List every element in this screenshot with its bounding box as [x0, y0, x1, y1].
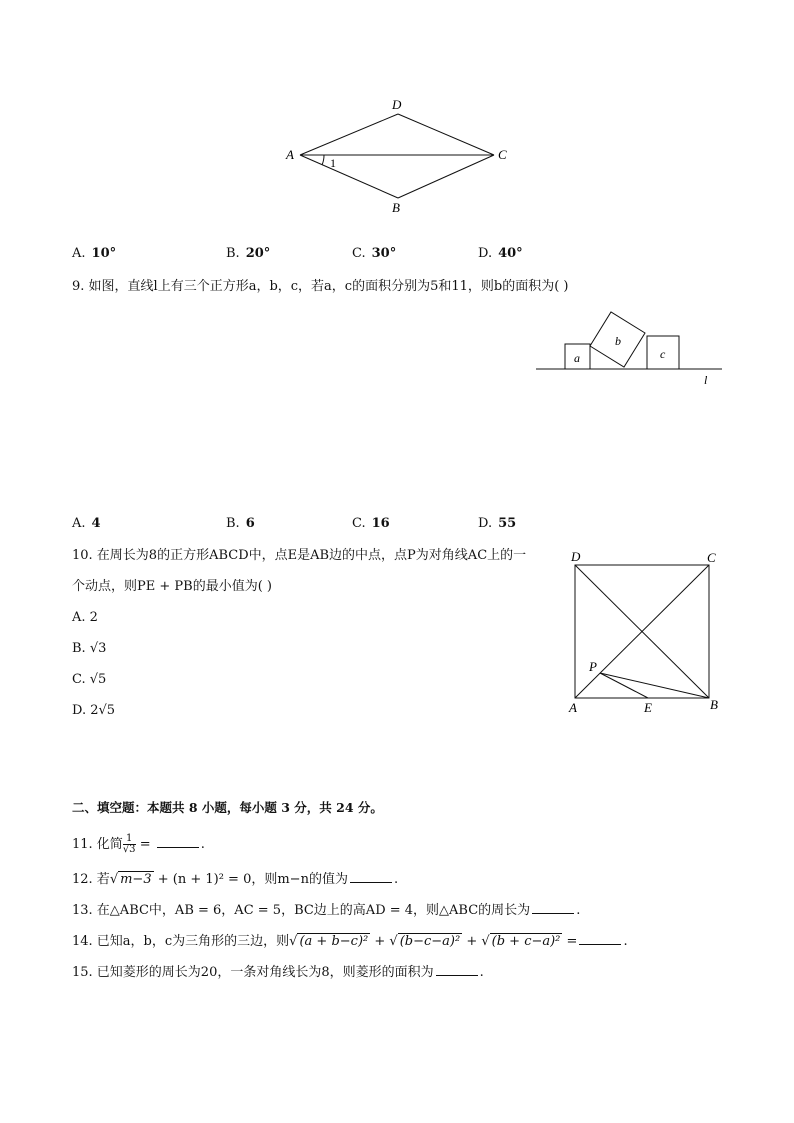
q10-question-line2: 个动点，则PE + PB的最小值为( )	[72, 579, 272, 594]
q8-label-b: B	[392, 200, 400, 215]
q14-equals: =	[562, 934, 578, 949]
q11-end: .	[200, 837, 205, 852]
q11-fraction	[123, 834, 136, 855]
q14-prefix: 14. 已知a，b，c为三角形的三边，则	[72, 934, 290, 949]
q14-radical-2: (b−c−a)²	[399, 934, 461, 949]
option-value: 10°	[91, 246, 117, 261]
option-letter: C.	[352, 516, 366, 531]
q15-answer-blank[interactable]	[436, 963, 478, 976]
q10-label-b: B	[710, 697, 718, 712]
q8-option-c[interactable]	[352, 246, 396, 262]
q11-numerator: 1	[123, 834, 136, 845]
q15-question	[72, 963, 484, 981]
q11-prefix: 11. 化简	[72, 837, 123, 852]
q9-option-a[interactable]	[72, 516, 101, 532]
option-value: √3	[89, 641, 107, 656]
q9-label-b: b	[615, 334, 621, 348]
q10-label-d: D	[571, 549, 581, 564]
section-2-heading: 二、填空题：本题共 8 小题，每小题 3 分，共 24 分。	[72, 800, 383, 815]
q10-label-a: A	[569, 700, 577, 715]
q14-radical-3: (b + c−a)²	[491, 934, 561, 949]
q10-label-c: C	[707, 550, 716, 565]
q15-end: .	[479, 965, 484, 980]
q8-edge-dc	[398, 114, 494, 155]
q14-question: 14. 已知a，b，c为三角形的三边，则√ (a + b−c)² + √ (b−c−a)² + √ (b + c−a)² = .	[72, 934, 628, 949]
option-value: 6	[245, 516, 255, 531]
q10-label-e: E	[644, 700, 652, 715]
option-value: √5	[89, 672, 107, 687]
q9-label-a: a	[574, 351, 580, 365]
q9-label-l: l	[704, 373, 708, 387]
option-letter: C.	[72, 672, 86, 687]
q13-question	[72, 901, 580, 919]
q11-answer-blank[interactable]	[157, 835, 199, 848]
q10-label-p: P	[589, 659, 597, 674]
q8-label-c: C	[498, 147, 507, 162]
q8-edge-ad	[300, 114, 398, 155]
q10-option-a[interactable]	[72, 610, 98, 626]
q8-option-d[interactable]	[478, 246, 523, 262]
q11-question	[72, 834, 205, 855]
q12-question: 12. 若√ m−3 + (n + 1)² = 0，则m−n的值为 .	[72, 872, 399, 887]
q9-option-d[interactable]	[478, 516, 516, 532]
option-value: 30°	[371, 246, 397, 261]
q8-label-d: D	[392, 97, 402, 112]
option-letter: A.	[72, 610, 86, 625]
q10-option-c[interactable]	[72, 672, 106, 688]
q9-option-c[interactable]	[352, 516, 390, 532]
q14-radical-1: (a + b−c)²	[299, 934, 369, 949]
q13-answer-blank[interactable]	[532, 901, 574, 914]
option-letter: C.	[352, 246, 366, 261]
q12-mid: + (n + 1)² = 0，则m−n的值为	[153, 872, 348, 887]
option-letter: B.	[226, 516, 240, 531]
q15-text: 15. 已知菱形的周长为20，一条对角线长为8，则菱形的面积为	[72, 965, 434, 980]
option-value: 55	[498, 516, 517, 531]
q10-segment-pe	[600, 673, 648, 698]
q9-question-text: 9. 如图，直线l上有三个正方形a，b，c，若a，c的面积分别为5和11，则b的面积为( )	[72, 279, 569, 294]
q9-label-c: c	[660, 347, 666, 361]
q8-rhombus-figure	[280, 92, 520, 217]
q8-edge-ba	[300, 155, 398, 198]
q8-angle-label: 1	[330, 156, 336, 170]
q14-answer-blank[interactable]	[579, 932, 621, 945]
option-letter: A.	[72, 246, 86, 261]
option-letter: B.	[72, 641, 86, 656]
q10-segment-pb	[600, 673, 709, 698]
q10-question-line1: 10. 在周长为8的正方形ABCD中，点E是AB边的中点，点P为对角线AC上的一	[72, 548, 527, 563]
q10-option-d[interactable]	[72, 703, 115, 719]
option-value: 16	[371, 516, 390, 531]
option-letter: A.	[72, 516, 86, 531]
q8-option-b[interactable]	[226, 246, 270, 262]
option-letter: D.	[478, 516, 493, 531]
option-letter: D.	[72, 703, 87, 718]
q12-prefix: 12. 若	[72, 872, 110, 887]
q8-angle-arc	[322, 155, 324, 165]
option-value: 2√5	[90, 703, 116, 718]
q13-text: 13. 在△ABC中，AB = 6，AC = 5，BC边上的高AD = 4，则△ABC的周长为	[72, 903, 531, 918]
q11-denominator: √3	[122, 844, 136, 855]
option-value: 4	[91, 516, 101, 531]
q12-answer-blank[interactable]	[350, 870, 392, 883]
option-letter: D.	[478, 246, 493, 261]
option-letter: B.	[226, 246, 240, 261]
q14-end: .	[623, 934, 628, 949]
q9-option-b[interactable]	[226, 516, 255, 532]
q12-end: .	[393, 872, 399, 887]
q12-radicand: m−3	[120, 872, 152, 887]
q8-label-a: A	[286, 147, 294, 162]
q8-option-a[interactable]	[72, 246, 116, 262]
q8-edge-cb	[398, 155, 494, 198]
q10-square-figure	[562, 546, 732, 718]
option-value: 40°	[498, 246, 523, 261]
option-value: 20°	[245, 246, 271, 261]
q11-equals: =	[139, 837, 151, 852]
option-value: 2	[89, 610, 98, 625]
q13-end: .	[576, 903, 581, 918]
q9-squares-figure	[534, 304, 724, 388]
q10-option-b[interactable]	[72, 641, 106, 657]
